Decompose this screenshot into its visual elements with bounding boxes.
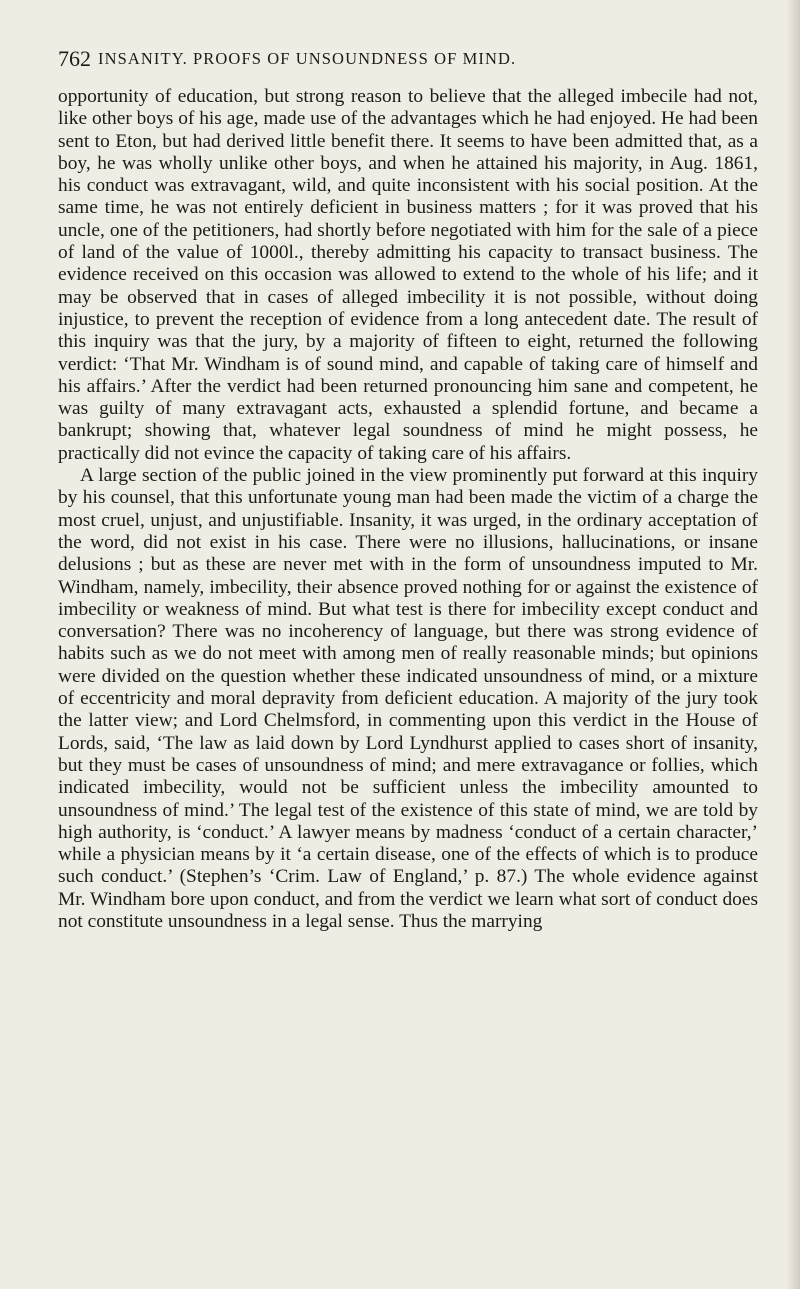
book-page (58, 46, 758, 1276)
body-text (58, 86, 758, 933)
page-number: 762 (58, 46, 91, 71)
running-head (58, 46, 758, 86)
paragraph-1: opportunity of education, but strong reason to believe that the alleged imbecile had not, like other boys of his age, made use of the advantages which he had enjoyed. He had been sent to Eton, but had derived little benefit there. It seems to have been admitted that, as a boy, he was wholly unlike other boys, and when he attained his majority, in Aug. 1861, his conduct was extravagant, wild, and quite inconsistent with his social position. At the same time, he was not entirely deficient in business matters ; for it was proved that his uncle, one of the petitioners, had shortly before negotiated with him for the sale of a piece of land of the value of 1000l., thereby admitting his capacity to transact business. The evidence received on this occasion was allowed to extend to the whole of his life; and it may be observed that in cases of alleged imbecility it is not possible, without doing injustice, to prevent the reception of evidence from a long antecedent date. The result of this inquiry was that the jury, by a majority of fifteen to eight, returned the following verdict: ‘That Mr. Windham is of sound mind, and capable of taking care of himself and his affairs.’ After the verdict had been returned pronouncing him sane and competent, he was guilty of many extravagant acts, exhausted a splendid fortune, and became a bankrupt; showing that, whatever legal soundness of mind he might possess, he practically did not evince the capacity of taking care of his affairs. (58, 86, 758, 464)
running-title: INSANITY. PROOFS OF UNSOUNDNESS OF MIND. (98, 49, 517, 68)
scan-shadow-edge (786, 0, 800, 1289)
paragraph-2: A large section of the public joined in the view prominently put forward at this inquiry by his counsel, that this unfortunate young man had been made the victim of a charge the most cruel, unjust, and unjustifiable. Insanity, it was urged, in the ordinary acceptation of the word, did not exist in his case. There were no illusions, hallucinations, or insane delusions ; but as these are never met with in the form of unsoundness imputed to Mr. Windham, namely, imbecility, their absence proved nothing for or against the existence of imbecility or weakness of mind. But what test is there for imbecility except conduct and conversation? There was no incoherency of language, but there was strong evidence of habits such as we do not meet with among men of really reasonable minds; but opinions were divided on the question whether these indicated unsoundness of mind, or a mixture of eccentricity and moral depravity from deficient education. A majority of the jury took the latter view; and Lord Chelmsford, in commenting upon this verdict in the House of Lords, said, ‘The law as laid down by Lord Lyndhurst applied to cases short of insanity, but they must be cases of unsoundness of mind; and mere extravagance or follies, which indicated imbecility, would not be sufficient unless the imbecility amounted to unsoundness of mind.’ The legal test of the existence of this state of mind, we are told by high authority, is ‘conduct.’ A lawyer means by madness ‘conduct of a certain character,’ while a physician means by it ‘a certain disease, one of the effects of which is to produce such conduct.’ (Stephen’s ‘Crim. Law of England,’ p. 87.) The whole evidence against Mr. Windham bore upon conduct, and from the verdict we learn what sort of conduct does not constitute unsoundness in a legal sense. Thus the marrying (58, 465, 758, 932)
